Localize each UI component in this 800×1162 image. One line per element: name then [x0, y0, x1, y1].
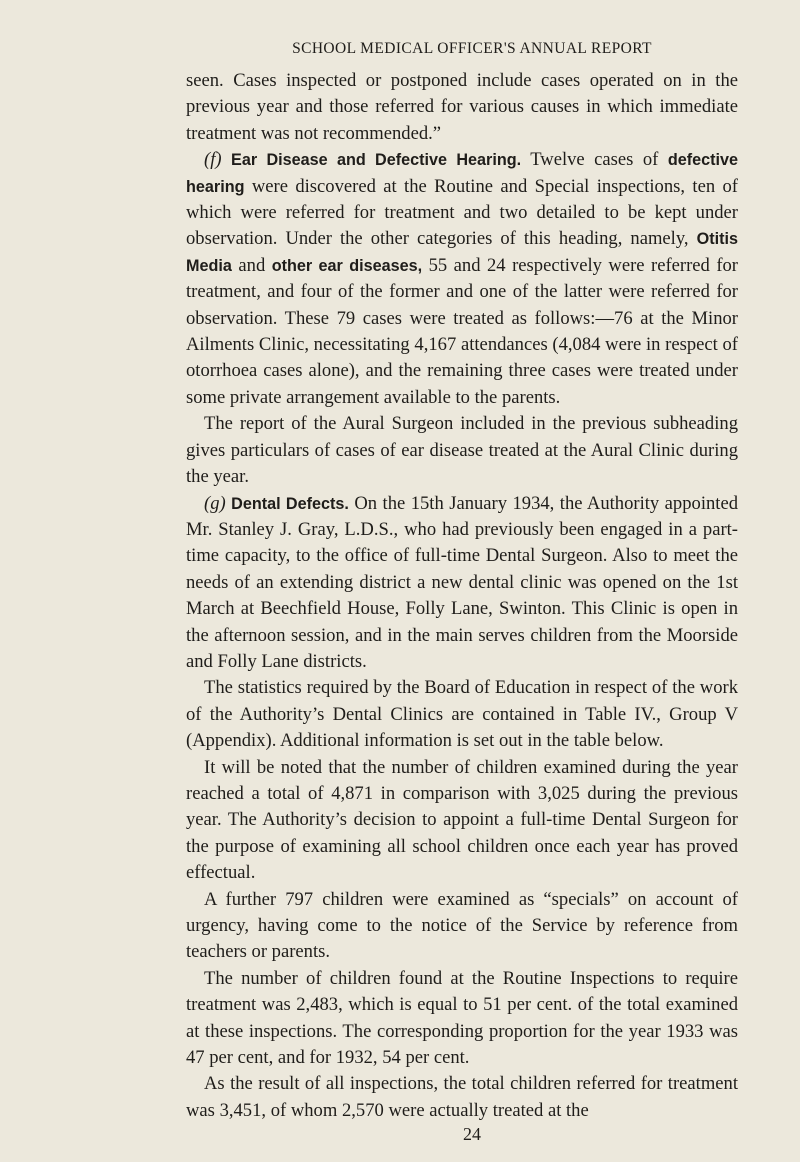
section-f-text-2: were discovered at the Routine and Special inspections, ten of which were referred for treatment and two detailed to be kept under observation. Under the other categories of this heading, namely, — [186, 175, 738, 250]
section-letter-f: (f) — [204, 149, 222, 171]
section-f-text-4: 55 and 24 respectively were referred for treatment, and four of the former and one of the latter were referred for observation. These 79 cases were treated as follows:—76 at the Minor Ailments Clinic, necessitating 4,167 attendances (4,084 were in respect of otorrhoea cases alone), and the remaining three cases were treated under some private arrangement available to the parents. — [186, 254, 739, 408]
emph-other-ear-diseases: other ear diseases, — [271, 256, 423, 275]
section-letter-g: (g) — [204, 492, 226, 514]
section-ear-disease — [186, 147, 738, 411]
section-g-text: On the 15th January 1934, the Authority appointed Mr. Stanley J. Gray, L.D.S., who had previously been engaged in a part-time capacity, to the office of full-time Dental Surgeon. Also to meet the needs of an extending district a new dental clinic was opened on the 1st March at Beechfield House, Folly Lane, Swinton. This Clinic is open in the afternoon session, and in the main serves children from the Moorside and Folly Lane districts. — [186, 492, 738, 672]
paragraph-aural-surgeon: The report of the Aural Surgeon included in the previous subheading gives particulars of cases of ear disease treated at the Aural Clinic during the year. — [186, 413, 738, 488]
emph-defective-hearing: defective hearing — [186, 151, 738, 196]
section-f-text-3: and — [238, 254, 266, 276]
section-heading-ear-disease: Ear Disease and Defective Hearing. — [231, 151, 522, 170]
page-number: 24 — [463, 1124, 481, 1145]
paragraph-inspection-result: As the result of all inspections, the total children referred for treatment was 3,451, of whom 2,570 were actually treated at the — [186, 1073, 738, 1121]
paragraph-routine-inspections: The number of children found at the Routine Inspections to require treatment was 2,483, which is equal to 51 per cent. of the total examined at these inspections. The corresponding proportion for the year 1933 was 47 per cent, and for 1932, 54 per cent. — [186, 967, 738, 1069]
paragraph-statistics: The statistics required by the Board of Education in respect of the work of the Authority’s Dental Clinics are contained in Table IV., Group V (Appendix). Additional information is set out in the table below. — [186, 677, 738, 752]
section-heading-dental-defects: Dental Defects. — [231, 494, 349, 513]
paragraph-children-examined: It will be noted that the number of children examined during the year reached a total of 4,871 in comparison with 3,025 during the previous year. The Authority’s decision to appoint a full-time Dental Surgeon for the purpose of examining all school children once each year has proved effectual. — [186, 756, 738, 884]
section-f-text-1: Twelve cases of — [530, 149, 659, 171]
section-dental-defects — [186, 491, 738, 676]
paragraph-specials: A further 797 children were examined as “specials” on account of urgency, having come to the notice of the Service by reference from teachers or parents. — [186, 888, 738, 963]
emph-otitis-media: Otitis Media — [186, 230, 738, 275]
paragraph-continued: seen. Cases inspected or postponed include cases operated on in the previous year and those referred for various causes in which immediate treatment was not recommended.” — [186, 70, 738, 144]
running-title: SCHOOL MEDICAL OFFICER'S ANNUAL REPORT — [292, 40, 652, 57]
